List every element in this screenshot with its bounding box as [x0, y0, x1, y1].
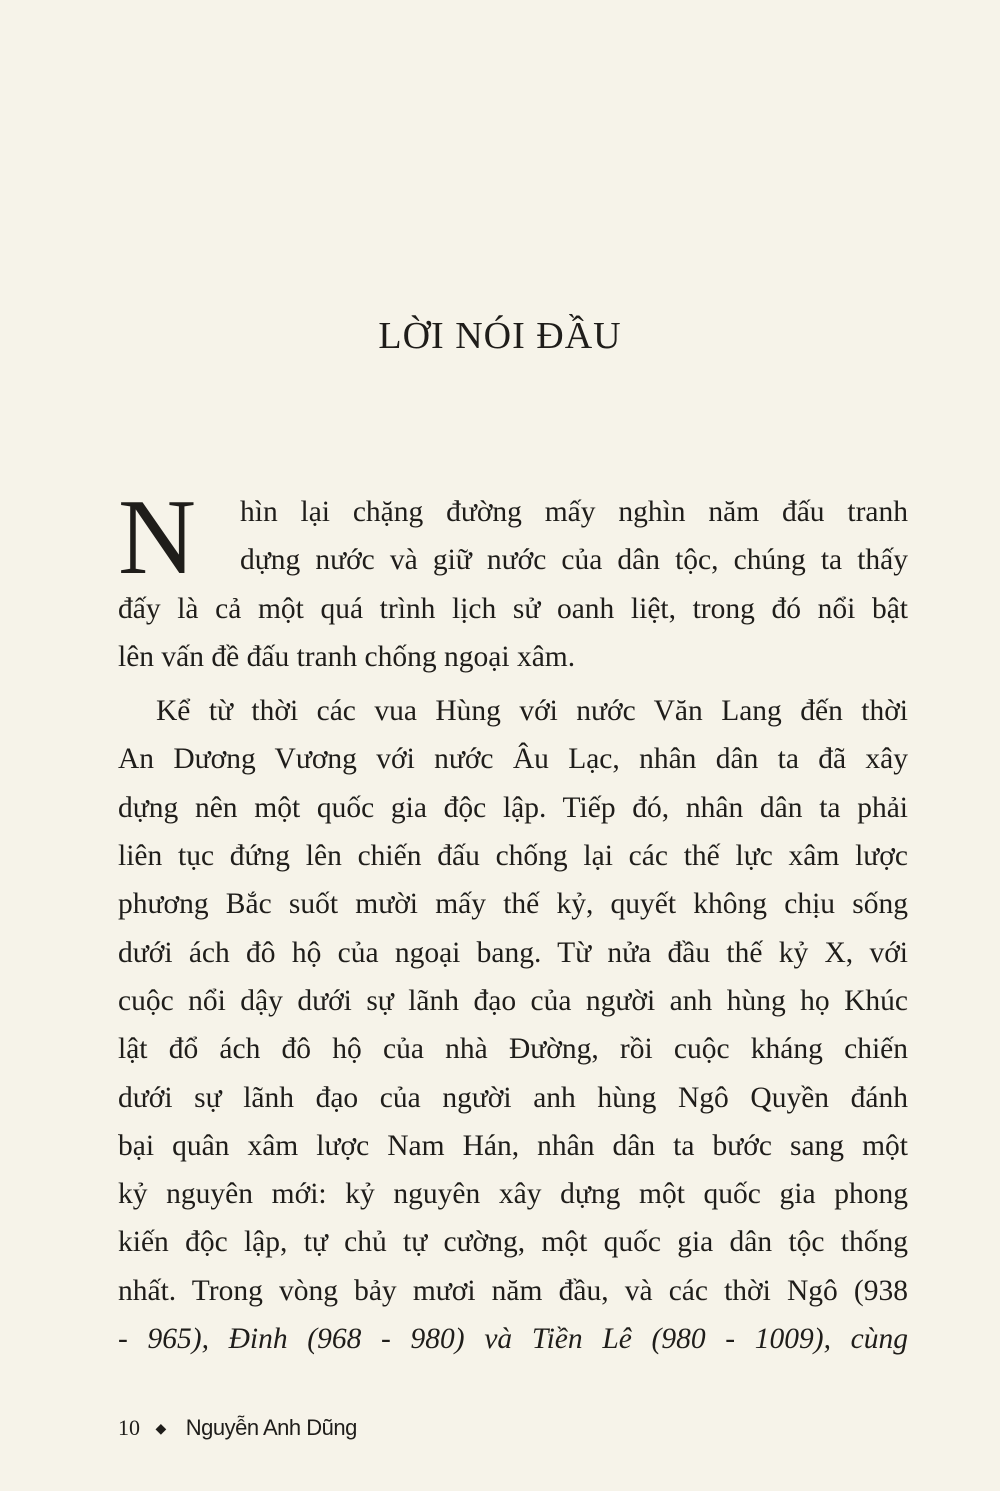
- text-line: kiến độc lập, tự chủ tự cường, một quốc gia dân tộc thống: [118, 1226, 908, 1259]
- paragraph-2: [118, 687, 908, 1363]
- body-text: [118, 488, 908, 1363]
- text-line: cuộc nổi dậy dưới sự lãnh đạo của người anh hùng họ Khúc: [118, 984, 908, 1017]
- paragraph-1: [118, 488, 908, 681]
- text-line: kỷ nguyên mới: kỷ nguyên xây dựng một quốc gia phong: [118, 1178, 908, 1211]
- page-number: 10: [118, 1415, 140, 1440]
- text-line: phương Bắc suốt mười mấy thế kỷ, quyết không chịu sống: [118, 888, 908, 921]
- text-line: dựng nước và giữ nước của dân tộc, chúng ta thấy: [240, 544, 908, 577]
- text-line: dưới ách đô hộ của ngoại bang. Từ nửa đầu thế kỷ X, với: [118, 936, 908, 969]
- text-line: lật đổ ách đô hộ của nhà Đường, rồi cuộc kháng chiến: [118, 1033, 908, 1066]
- text-line: lên vấn đề đấu tranh chống ngoại xâm.: [118, 640, 576, 673]
- text-line: liên tục đứng lên chiến đấu chống lại các thế lực xâm lược: [118, 840, 908, 873]
- text-line: hìn lại chặng đường mấy nghìn năm đấu tranh: [240, 496, 908, 528]
- text-line: Kể từ thời các vua Hùng với nước Văn Lang đến thời: [156, 695, 908, 728]
- chapter-title: LỜI NÓI ĐẦU: [378, 315, 622, 357]
- text-line: nhất. Trong vòng bảy mươi năm đầu, và các thời Ngô (938: [118, 1274, 908, 1307]
- text-line: - 965), Đinh (968 - 980) và Tiền Lê (980 - 1009), cùng: [118, 1323, 908, 1356]
- text-line: đấy là cả một quá trình lịch sử oanh liệt, trong đó nổi bật: [118, 592, 908, 625]
- author-name: Nguyễn Anh Dũng: [185, 1415, 357, 1440]
- diamond-separator-icon: ◆: [155, 1422, 167, 1437]
- text-line: bại quân xâm lược Nam Hán, nhân dân ta bước sang một: [118, 1129, 908, 1162]
- text-line: dưới sự lãnh đạo của người anh hùng Ngô Quyền đánh: [118, 1081, 908, 1114]
- drop-cap: N: [118, 490, 196, 586]
- text-line: dựng nên một quốc gia độc lập. Tiếp đó, nhân dân ta phải: [118, 791, 908, 824]
- page-footer: [118, 1408, 908, 1448]
- reverse-side-show-through: [118, 95, 908, 483]
- text-line: An Dương Vương với nước Âu Lạc, nhân dân ta đã xây: [118, 743, 908, 776]
